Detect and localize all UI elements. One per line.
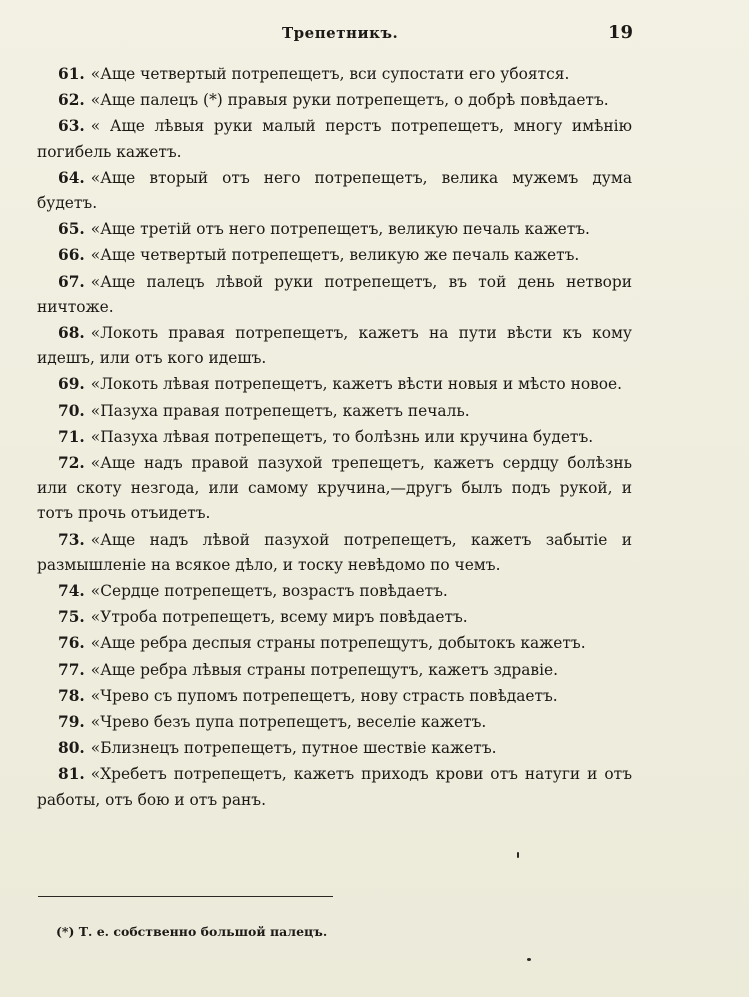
entries-list: [37, 62, 632, 814]
entry-number: 61.: [58, 65, 85, 83]
entry-number: 78.: [58, 686, 85, 705]
entry: [37, 451, 632, 527]
entry-text: «Аще вторый отъ него потрепещетъ, велика мужемъ дума будетъ.: [37, 168, 632, 213]
entry-text: «Аще четвертый потрепещетъ, великую же печаль кажетъ.: [90, 246, 580, 265]
entry: [37, 684, 632, 709]
entry: [37, 88, 632, 113]
entry-number: 73.: [58, 530, 85, 549]
entry-text: «Чрево съ пупомъ потрепещетъ, нову страсть повѣдаетъ.: [90, 686, 558, 705]
entry: [37, 658, 632, 683]
entry: [37, 736, 632, 761]
entry-number: 64.: [58, 168, 85, 187]
entry-number: 71.: [58, 427, 85, 446]
entry-text: «Чрево безъ пупа потрепещетъ, веселіе кажетъ.: [90, 713, 487, 732]
page-number: 19: [608, 22, 634, 43]
entry-number: 68.: [58, 324, 85, 343]
running-title: Трепетникъ.: [282, 24, 399, 42]
entry-text: «Локоть лѣвая потрепещетъ, кажетъ вѣсти новыя и мѣсто новое.: [90, 375, 623, 394]
entry: [37, 425, 632, 450]
entry-number: 69.: [58, 375, 85, 394]
entry: [37, 372, 632, 397]
entry-text: «Хребетъ потрепещетъ, кажетъ приходъ крови отъ натуги и отъ работы, отъ бою и отъ ранъ.: [37, 765, 632, 809]
entry-text: «Аще надъ лѣвой пазухой потрепещетъ, кажетъ забытіе и размышленіе на всякое дѣло, и тоску невѣдомо по чемъ.: [37, 530, 632, 574]
entry-number: 77.: [58, 660, 85, 679]
entry-number: 80.: [58, 739, 85, 758]
entry: [37, 605, 632, 630]
entry-text: «Близнецъ потрепещетъ, путное шествіе кажетъ.: [90, 739, 497, 758]
entry-number: 75.: [58, 608, 85, 627]
entry: [37, 243, 632, 268]
entry-text: «Локоть правая потрепещетъ, кажетъ на пути вѣсти къ кому идешъ, или отъ кого идешъ.: [37, 324, 632, 368]
entry-number: 74.: [58, 582, 85, 601]
ink-speck: [517, 852, 519, 858]
entry: [37, 762, 632, 812]
entry-text: «Аще третій отъ него потрепещетъ, великую печаль кажетъ.: [90, 220, 590, 239]
entry-text: «Аще палецъ лѣвой руки потрепещетъ, въ той день нетвори ничтоже.: [37, 272, 632, 316]
entry-text: «Аще надъ правой пазухой трепещетъ, кажетъ сердцу болѣзнь или скоту незгода, или самому кручина,—другъ былъ подъ рукой, и тотъ прочь отъидетъ.: [37, 454, 632, 523]
ink-speck: [527, 958, 531, 961]
entry-number: 81.: [58, 765, 85, 784]
running-head: [0, 24, 749, 48]
entry-number: 72.: [58, 454, 85, 473]
entry-text: «Аще ребра деспыя страны потрепещутъ, добытокъ кажетъ.: [90, 634, 586, 653]
entry-number: 79.: [58, 713, 85, 732]
entry: [37, 270, 632, 320]
entry: [37, 114, 632, 164]
entry-text: «Сердце потрепещетъ, возрастъ повѣдаетъ.: [90, 582, 448, 601]
entry-text: « Аще лѣвыя руки малый перстъ потрепещетъ, многу имѣнію погибель кажетъ.: [37, 117, 632, 161]
entry-text: «Пазуха лѣвая потрепещетъ, то болѣзнь или кручина будетъ.: [90, 427, 594, 446]
footnote-rule: [38, 896, 333, 897]
entry-number: 67.: [58, 272, 85, 291]
entry-text: «Утроба потрепещетъ, всему миръ повѣдаетъ.: [90, 608, 468, 627]
entry: [37, 710, 632, 735]
entry-text: «Аще палецъ (*) правыя руки потрепещетъ, о добрѣ повѣдаетъ.: [90, 91, 609, 110]
entry: [37, 631, 632, 656]
entry-number: 65.: [58, 220, 85, 239]
entry-text: «Пазуха правая потрепещетъ, кажетъ печаль.: [90, 401, 470, 420]
entry-number: 76.: [58, 634, 85, 653]
entry: [37, 62, 632, 87]
entry: [37, 528, 632, 578]
entry: [37, 166, 632, 216]
footnote: (*) Т. е. собственно большой палецъ.: [56, 924, 328, 939]
entry-text: «Аще ребра лѣвыя страны потрепещутъ, кажетъ здравіе.: [90, 660, 559, 679]
entry: [37, 217, 632, 242]
entry: [37, 579, 632, 604]
entry: [37, 399, 632, 424]
entry-number: 70.: [58, 401, 85, 420]
entry-text: «Аще четвертый потрепещетъ, вси супостати его убоятся.: [90, 65, 570, 83]
entry-number: 63.: [58, 117, 85, 136]
entry-number: 66.: [58, 246, 85, 265]
entry: [37, 321, 632, 371]
entry-number: 62.: [58, 91, 85, 110]
